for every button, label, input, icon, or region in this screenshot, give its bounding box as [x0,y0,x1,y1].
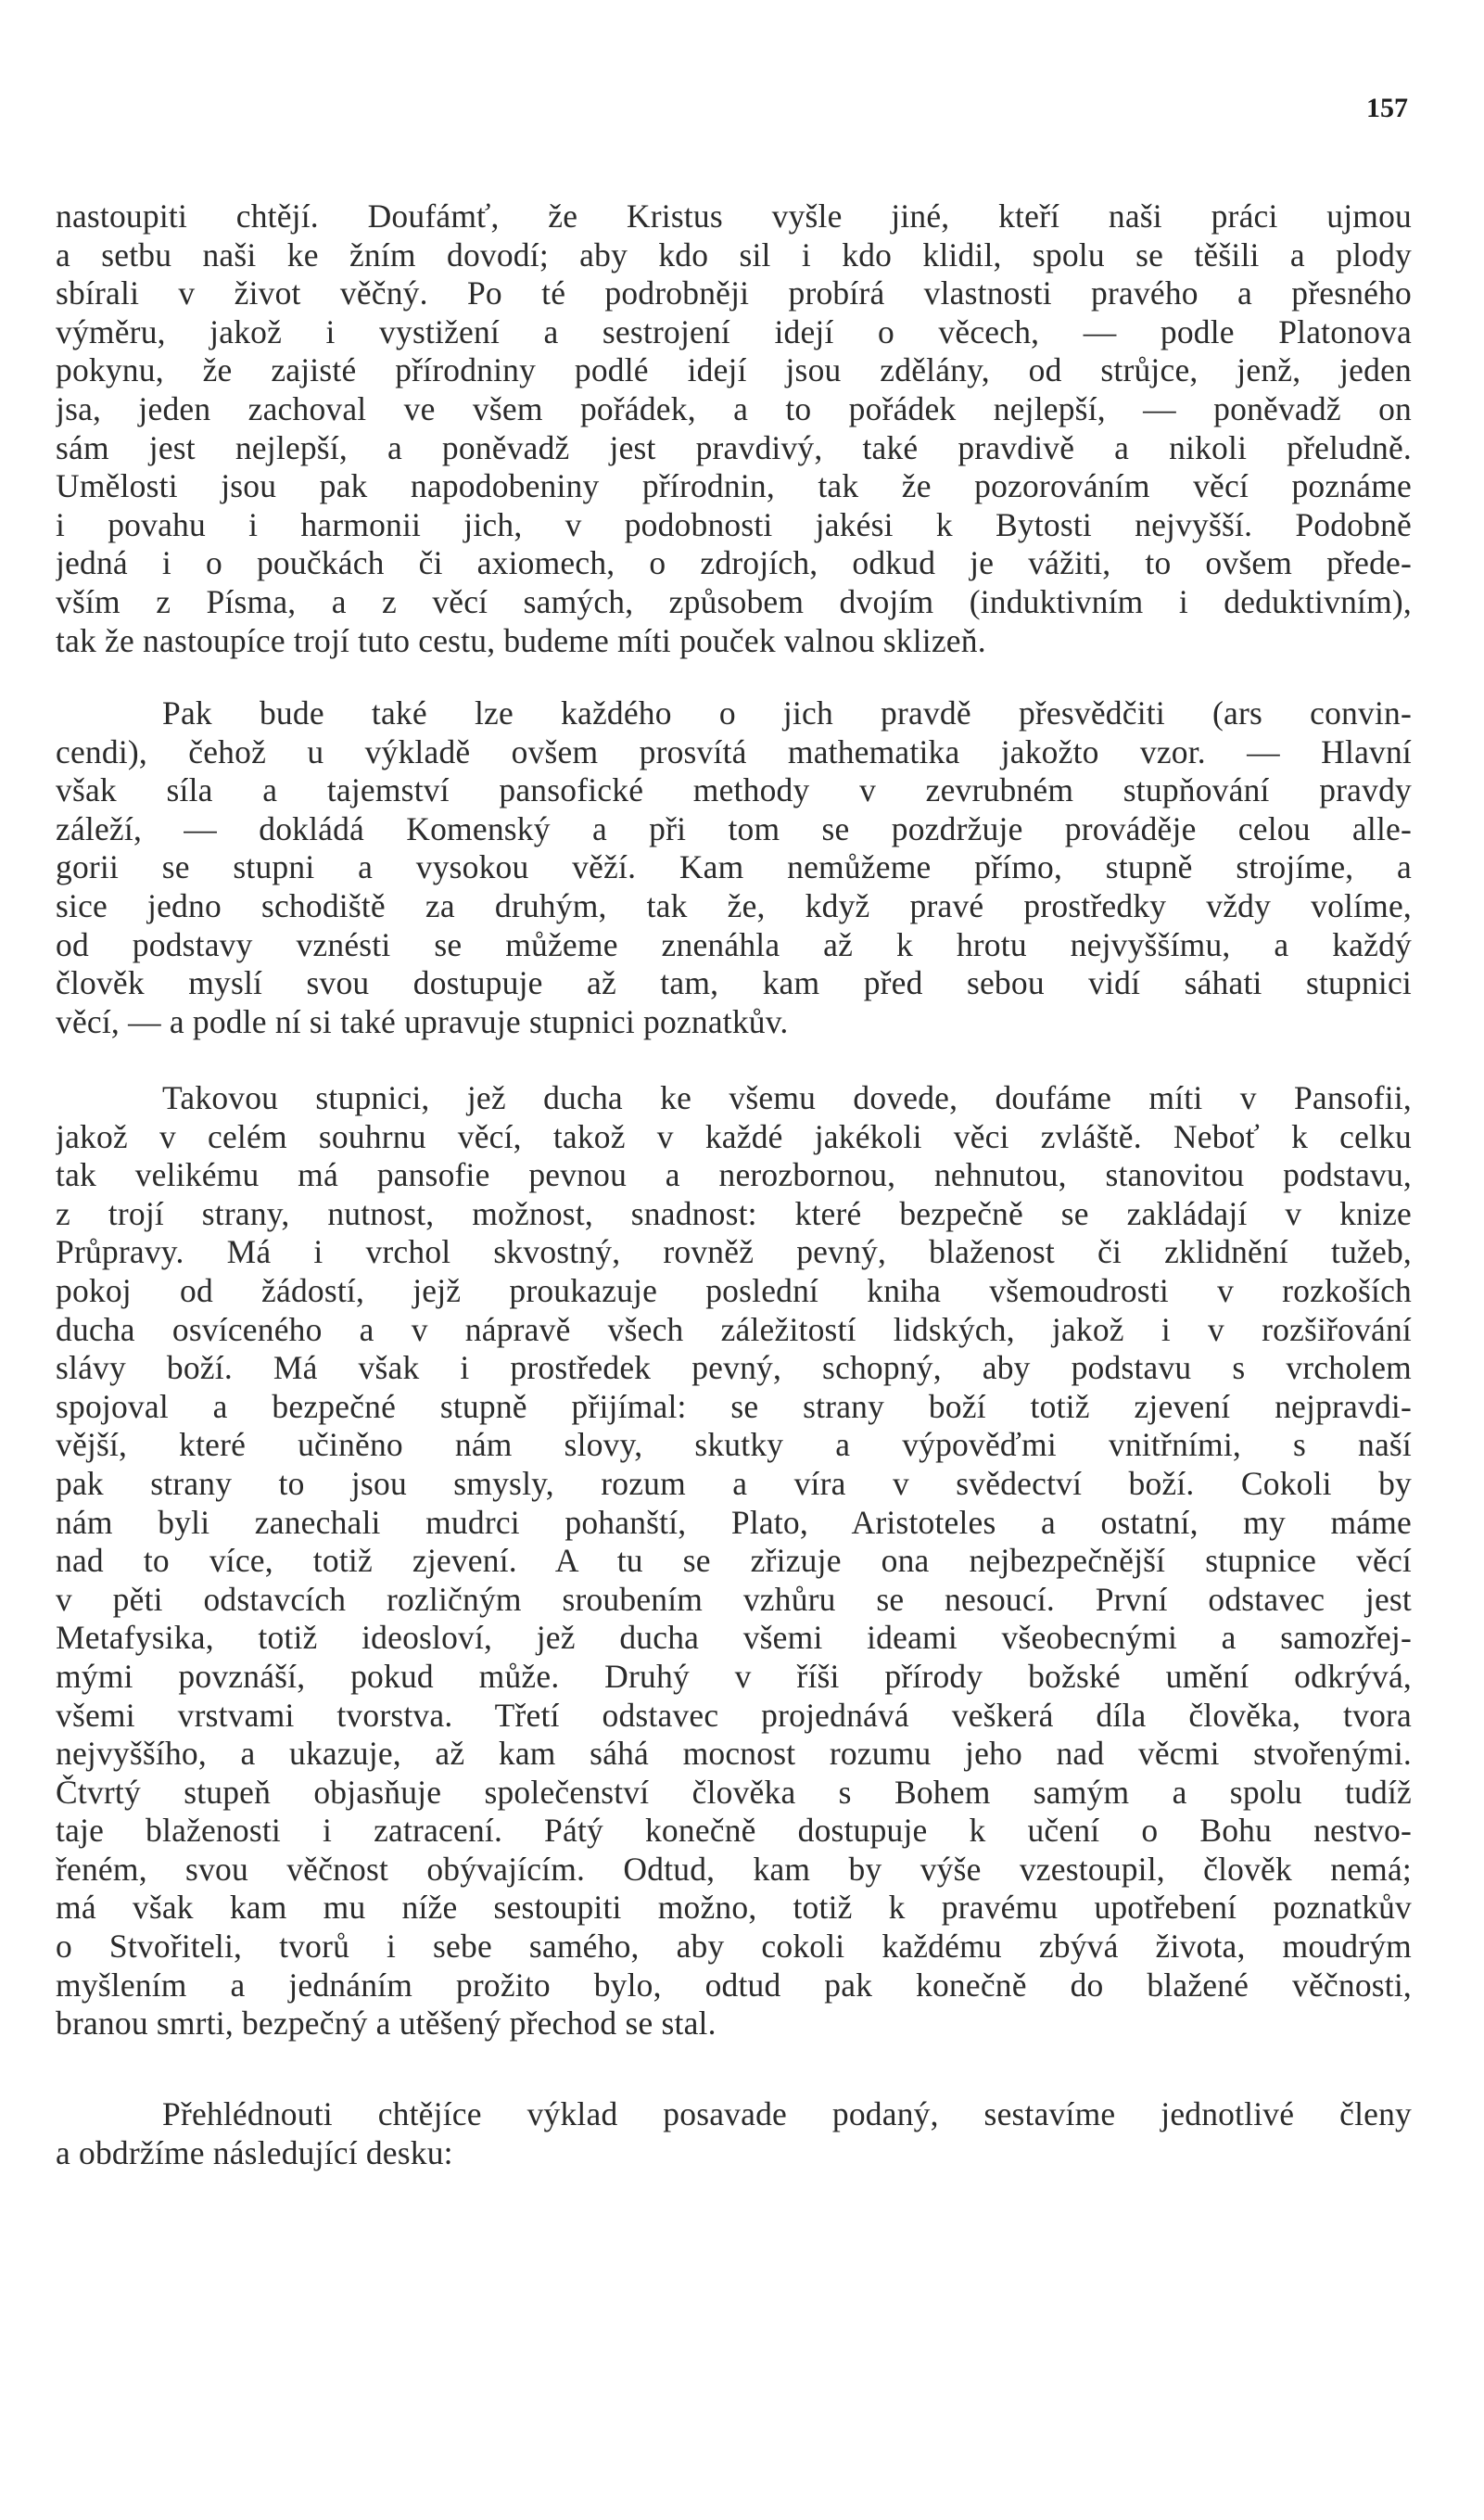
text-line: sbírali v život věčný. Po té podrobněji probírá vlastnosti pravého a přesného [56,274,1412,312]
text-line: nejvyššího, a ukazuje, až kam sáhá mocnost rozumu jeho nad věcmi stvořenými. [56,1735,1412,1773]
text-line: od podstavy vznésti se můžeme znenáhla až k hrotu nejvyššímu, a každý [56,925,1412,963]
text-line: nastoupiti chtějí. Doufámť, že Kristus vyšle jiné, kteří naši práci ujmou [56,197,1412,235]
text-line: věcí, — a podle ní si také upravuje stupnici poznatkův. [56,1002,789,1040]
text-line: nad to více, totiž zjevení. A tu se zřizuje ona nejbezpečnější stupnice věcí [56,1542,1412,1580]
text-line: sice jedno schodiště za druhým, tak že, když pravé prostředky vždy volíme, [56,886,1412,924]
text-line: slávy boží. Má však i prostředek pevný, schopný, aby podstavu s vrcholem [56,1349,1412,1387]
text-line: jsa, jeden zachoval ve všem pořádek, a to pořádek nejlepší, — poněvadž on [56,389,1412,427]
text-line: o Stvořiteli, tvorů i sebe samého, aby cokoli každému zbývá života, moudrým [56,1928,1412,1966]
text-line: a obdržíme následující desku: [56,2133,453,2171]
text-line: výměru, jakož i vystižení a sestrojení idejí o věcech, — podle Platonova [56,312,1412,350]
text-line: v pěti odstavcích rozličným sroubením vzhůru se nesoucí. První odstavec jest [56,1580,1412,1618]
paragraph-2 [56,694,1412,1041]
paragraph-3 [56,1079,1412,2043]
text-line: Metafysika, totiž ideosloví, jež ducha všemi ideami všeobecnými a samozřej- [56,1619,1412,1657]
text-line: má však kam mu níže sestoupiti možno, totiž k pravému upotřebení poznatkův [56,1889,1412,1927]
text-line: i povahu i harmonii jich, v podobnosti jakési k Bytosti nejvyšší. Podobně [56,505,1412,543]
text-line: Čtvrtý stupeň objasňuje společenství člověka s Bohem samým a spolu tudíž [56,1773,1412,1811]
text-line: z trojí strany, nutnost, možnost, snadnost: které bezpečně se zakládají v knize [56,1194,1412,1232]
text-line: pokoj od žádostí, jejž proukazuje poslední kniha všemoudrosti v rozkoších [56,1271,1412,1309]
text-line: tak že nastoupíce trojí tuto cestu, budeme míti pouček valnou sklizeň. [56,621,986,659]
text-line: řeném, svou věčnost obývajícím. Odtud, kam by výše vzestoupil, člověk nemá; [56,1850,1412,1888]
text-line: nám byli zanechali mudrci pohanští, Plato, Aristoteles a ostatní, my máme [56,1503,1412,1541]
text-line: vější, které učiněno nám slovy, skutky a výpověďmi vnitřními, s naší [56,1426,1412,1464]
text-line: však síla a tajemství pansofické methody v zevrubném stupňování pravdy [56,771,1412,809]
text-line: pak strany to jsou smysly, rozum a víra v svědectví boží. Cokoli by [56,1464,1412,1502]
text-line: myšlením a jednáním prožito bylo, odtud pak konečně do blažené věčnosti, [56,1966,1412,2004]
text-line: Takovou stupnici, jež ducha ke všemu dovede, doufáme míti v Pansofii, [162,1079,1412,1116]
text-line: Umělosti jsou pak napodobeniny přírodnin, tak že pozorováním věcí poznáme [56,467,1412,505]
text-line: branou smrti, bezpečný a utěšený přechod se stal. [56,2005,717,2043]
text-line: gorii se stupni a vysokou věží. Kam nemůžeme přímo, stupně strojíme, a [56,848,1412,886]
text-line: tak velikému má pansofie pevnou a nerozbornou, nehnutou, stanovitou podstavu, [56,1156,1412,1194]
text-line: Pak bude také lze každého o jich pravdě přesvědčiti (ars convin- [162,694,1412,732]
text-line: jakož v celém souhrnu věcí, takož v každé jakékoli věci zvláště. Neboť k celku [56,1117,1412,1155]
page-number: 157 [1366,93,1408,123]
text-line: a setbu naši ke žním dovodí; aby kdo sil i kdo klidil, spolu se těšili a plody [56,235,1412,274]
paragraph-1 [56,197,1412,660]
text-line: mými povznáší, pokud může. Druhý v říši přírody božské umění odkrývá, [56,1657,1412,1695]
text-line: ducha osvíceného a v nápravě všech záležitostí lidských, jakož i v rozšiřování [56,1310,1412,1348]
text-line: záleží, — dokládá Komenský a při tom se pozdržuje prováděje celou alle- [56,809,1412,847]
text-line: spojoval a bezpečné stupně přijímal: se strany boží totiž zjevení nejpravdi- [56,1387,1412,1425]
text-line: jedná i o poučkách či axiomech, o zdrojích, odkud je vážiti, to ovšem přede- [56,544,1412,582]
text-line: cendi), čehož u výkladě ovšem prosvítá mathematika jakožto vzor. — Hlavní [56,732,1412,770]
paragraph-4 [56,2095,1412,2172]
text-line: pokynu, že zajisté přírodniny podlé idejí jsou zdělány, od strůjce, jenž, jeden [56,351,1412,389]
text-line: Přehlédnouti chtějíce výklad posavade podaný, sestavíme jednotlivé členy [162,2095,1412,2132]
text-line: taje blaženosti i zatracení. Pátý konečně dostupuje k učení o Bohu nestvo- [56,1812,1412,1850]
text-line: Průpravy. Má i vrchol skvostný, rovněž pevný, blaženost či zklidnění tužeb, [56,1233,1412,1271]
text-line: všemi vrstvami tvorstva. Třetí odstavec projednává veškerá díla člověka, tvora [56,1696,1412,1734]
text-line: člověk myslí svou dostupuje až tam, kam před sebou vidí sáhati stupnici [56,964,1412,1002]
text-line: vším z Písma, a z věcí samých, způsobem dvojím (induktivním i deduktivním), [56,582,1412,620]
text-line: sám jest nejlepší, a poněvadž jest pravdivý, také pravdivě a nikoli přeludně. [56,428,1412,466]
